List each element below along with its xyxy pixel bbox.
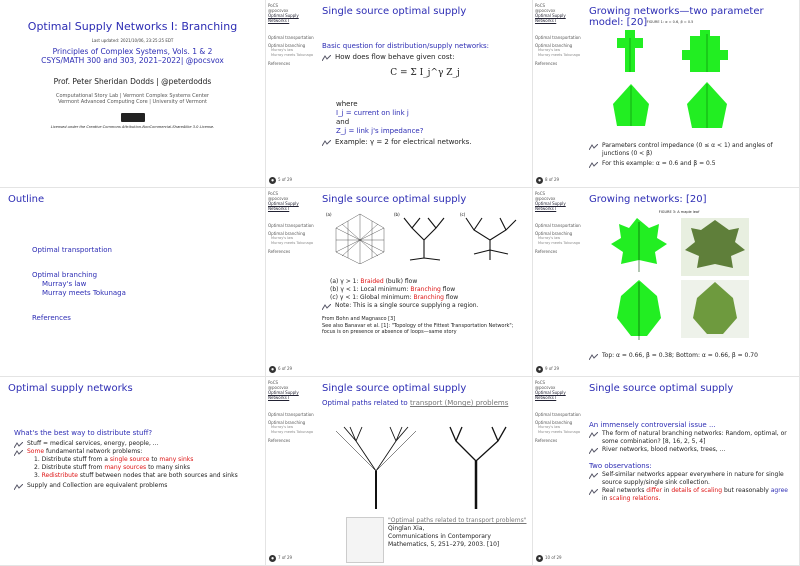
slide-growing-two-param (533, 0, 800, 188)
side-nav (533, 188, 583, 376)
nav-optimal-transportation[interactable]: Optimal transportation (535, 223, 581, 228)
nav-optimal-branching[interactable]: Optimal branching (535, 231, 573, 236)
nav-murray-tokunaga[interactable]: Murray meets Tokunaga (271, 53, 313, 57)
b4-pre: Real networks (602, 487, 645, 494)
many-sources-term: many sources (104, 464, 147, 471)
side-nav (533, 377, 583, 565)
maple-leaf-figure (599, 214, 759, 342)
case-c: (c) γ < 1: Global minimum: (330, 294, 414, 301)
course-label: PoCS (535, 191, 546, 196)
link-prefix: Optimal paths related to (322, 399, 408, 407)
nav-optimal-branching[interactable]: Optimal branching (535, 43, 573, 48)
slide-heading: Optimal supply networks (8, 383, 133, 394)
outline-item-references[interactable]: References (32, 314, 71, 322)
page-number: 7 of 29 (278, 555, 293, 560)
monge-link[interactable]: transport (Monge) problems (409, 399, 509, 407)
nav-footer (536, 366, 559, 373)
deck-label[interactable]: Optimal Supply Networks I (268, 201, 299, 211)
scaling-term: scaling relations. (609, 495, 661, 502)
paper-author: Qinglan Xia, (388, 525, 425, 532)
side-nav (533, 0, 583, 187)
pocs-logo-icon: ● (269, 366, 276, 373)
page-number: 9 of 29 (545, 366, 560, 371)
course-line2: CSYS/MATH 300 and 303, 2021–2022| @pocsvox (41, 56, 224, 65)
course-line1: Principles of Complex Systems, Vols. 1 & 2 (52, 47, 213, 56)
pocs-logo-icon: ● (269, 555, 276, 562)
course-label: PoCS (268, 380, 279, 385)
branching-term: Branching (410, 286, 441, 293)
see-also-citation: See also Banavar et al. [1]: "Topology of the Fittest Transportation Network"; focus is on presence or absence of loops—same story (322, 322, 514, 335)
affiliation-2: Vermont Advanced Computing Core | University of Vermont (58, 99, 207, 105)
b4-mid: in (663, 487, 670, 494)
slide-heading: Single source optimal supply (322, 383, 467, 394)
nav-references[interactable]: References (268, 438, 291, 443)
to-word: to (151, 456, 158, 463)
nav-references[interactable]: References (535, 249, 558, 254)
current-definition: I_j = current on link j (336, 109, 409, 117)
list-item-3-tail: stuff between nodes that are both sources and sinks (79, 472, 238, 479)
bullet-text: For this example: α = 0.6 and β = 0.5 (602, 160, 716, 167)
bullet-text: Top: α = 0.66, β = 0.38; Bottom: α = 0.66, β = 0.70 (602, 352, 758, 359)
nav-optimal-transportation[interactable]: Optimal transportation (268, 35, 314, 40)
outline-item-transportation[interactable]: Optimal transportation (32, 246, 112, 254)
bullet-icon (589, 489, 598, 495)
bullet-icon (589, 448, 598, 454)
nav-murrays-law[interactable]: Murray's law (538, 425, 561, 429)
nav-murray-tokunaga[interactable]: Murray meets Tokunaga (538, 430, 580, 434)
many-sinks-term: many sinks (159, 456, 194, 463)
transport-paths-figure (326, 421, 526, 511)
slide-heading: Single source optimal supply (322, 194, 467, 205)
nav-murrays-law[interactable]: Murray's law (271, 236, 294, 240)
nav-references[interactable]: References (535, 61, 558, 66)
braided-term: Braided (360, 278, 384, 285)
bullet-text: Stuff = medical services, energy, people, ... (27, 440, 159, 447)
nav-murray-tokunaga[interactable]: Murray meets Tokunaga (271, 241, 313, 245)
question-text: Basic question for distribution/supply networks: (322, 42, 490, 50)
bullet-text: Parameters control impedance (0 ≤ α < 1) and angles of junctions (0 < β) (602, 142, 773, 157)
paper-journal: Communications in Contemporary Mathematics, 5, 251–279, 2003. [10] (388, 533, 500, 548)
handle-label: @pocsvox (268, 385, 289, 390)
case-c-tail: flow (443, 294, 459, 301)
paper-title-link[interactable]: "Optimal paths related to transport problems" (388, 517, 527, 524)
handle-label: @pocsvox (535, 8, 556, 13)
cc-license-icon (121, 113, 145, 122)
panel-label-c: (c) (460, 212, 466, 217)
details-term: details of scaling (671, 487, 723, 494)
bullet-icon (589, 144, 598, 150)
page-number: 10 of 29 (545, 555, 562, 560)
nav-murrays-law[interactable]: Murray's law (271, 48, 294, 52)
affiliation-1: Computational Story Lab | Vermont Complex Systems Center (55, 93, 209, 99)
outline-item-tokunaga[interactable]: Murray meets Tokunaga (42, 289, 126, 297)
list-item-1: 1. Distribute stuff from a (34, 456, 108, 463)
deck-label[interactable]: Optimal Supply Networks I (535, 13, 566, 23)
slide-maple-leaf (533, 188, 800, 377)
nav-references[interactable]: References (535, 438, 558, 443)
nav-murrays-law[interactable]: Murray's law (538, 48, 561, 52)
question-text: What's the best way to distribute stuff? (14, 429, 153, 437)
nav-footer (269, 366, 292, 373)
maple-figure (599, 210, 759, 342)
source-citation: From Bohn and Magnasco [3] (322, 316, 396, 322)
slide-monge (266, 377, 533, 566)
nav-optimal-transportation[interactable]: Optimal transportation (268, 412, 314, 417)
page-number: 6 of 29 (278, 366, 293, 371)
bullet-icon (589, 473, 598, 479)
page-number: 8 of 29 (545, 177, 560, 182)
case-b-tail: flow (440, 286, 456, 293)
nav-optimal-transportation[interactable]: Optimal transportation (268, 223, 314, 228)
case-a: (a) γ > 1: (330, 278, 361, 285)
pocs-logo-icon: ● (269, 177, 276, 184)
course-label: PoCS (535, 3, 546, 8)
course-label: PoCS (268, 191, 279, 196)
nav-optimal-branching[interactable]: Optimal branching (268, 43, 306, 48)
bullet-icon (14, 450, 23, 456)
flow-network-figure (324, 210, 524, 264)
outline-item-branching[interactable]: Optimal branching (32, 271, 98, 279)
side-nav (266, 377, 316, 565)
nav-murray-tokunaga[interactable]: Murray meets Tokunaga (538, 53, 580, 57)
course-label: PoCS (535, 380, 546, 385)
bullet-icon (322, 140, 331, 146)
b4-end: in (602, 495, 608, 502)
handle-label: @pocsvox (535, 385, 556, 390)
nav-footer (536, 555, 562, 562)
deck-title: Optimal Supply Networks I: Branching (27, 20, 238, 33)
bullet-icon (14, 442, 23, 448)
author: Prof. Peter Sheridan Dodds | @peterdodds (53, 77, 212, 86)
slide-heading: Single source optimal supply (322, 6, 467, 17)
nav-murray-tokunaga[interactable]: Murray meets Tokunaga (538, 241, 580, 245)
bullet-text: Self-similar networks appear everywhere in nature for single source supply/single sink collection. (602, 471, 784, 486)
leaf-growth-figure (595, 24, 745, 136)
slide-controversial (533, 377, 800, 566)
deck-label[interactable]: Optimal Supply Networks I (268, 390, 299, 400)
slide-heading: Growing networks: [20] (589, 194, 707, 205)
two-param-figure (595, 20, 745, 138)
license-text: Licensed under the Creative Commons Attribution-NonCommercial-ShareAlike 3.0 License. (50, 125, 215, 129)
bullet-icon (589, 162, 598, 168)
bullet-text: The form of natural branching networks: Random, optimal, or some combination? [8, 16, 2, 5, 4] (602, 430, 787, 445)
side-nav (266, 0, 316, 187)
nav-footer (536, 177, 559, 184)
figure-caption: FIGURE 3: A maple leaf (658, 210, 700, 214)
nav-murrays-law[interactable]: Murray's law (538, 236, 561, 240)
nav-optimal-branching[interactable]: Optimal branching (268, 231, 306, 236)
and-label: and (336, 118, 350, 126)
handle-label: @pocsvox (535, 196, 556, 201)
slide-heading: Single source optimal supply (589, 383, 734, 394)
some-term: Some (27, 448, 45, 455)
outline-item-murray[interactable]: Murray's law (42, 280, 87, 288)
bullet-icon (589, 432, 598, 438)
impedance-definition: Z_j = link j's impedance? (336, 127, 424, 135)
cost-equation: C = Σ I_j^γ Z_j (390, 68, 460, 78)
side-nav (266, 188, 316, 376)
last-updated: Last updated: 2021/10/06, 23:25:25 EDT (91, 38, 174, 43)
section-heading-1: An immensely controversial issue ... (589, 421, 716, 429)
branching-term: Branching (413, 294, 444, 301)
slide-title (0, 0, 266, 188)
bullet-text: Note: This is a single source supplying a region. (335, 302, 479, 309)
bullet-text: fundamental network problems: (45, 448, 143, 455)
case-a-tail: (bulk) flow (383, 278, 418, 285)
bullet-icon (322, 304, 331, 310)
figure-caption: FIGURE 1: α = 0.6, β = 0.5 (646, 20, 694, 24)
bullet-text: Example: γ = 2 for electrical networks. (335, 138, 472, 146)
outline-heading: Outline (8, 194, 45, 205)
deck-label[interactable]: Optimal Supply Networks I (268, 13, 299, 23)
list-item-2-tail: to many sinks (148, 464, 190, 471)
nav-references[interactable]: References (268, 249, 291, 254)
bullet-text: How does flow behave given cost: (335, 53, 455, 61)
bullet-icon (589, 354, 598, 360)
panel-label-a: (a) (326, 212, 332, 217)
nav-optimal-transportation[interactable]: Optimal transportation (535, 412, 581, 417)
paper-thumbnail (346, 517, 384, 563)
case-b: (b) γ < 1: Local minimum: (330, 286, 411, 293)
nav-optimal-transportation[interactable]: Optimal transportation (535, 35, 581, 40)
handle-label: @pocsvox (268, 8, 289, 13)
slide-outline (0, 188, 266, 377)
differ-term: differ (646, 487, 663, 494)
agree-term: agree (770, 487, 788, 494)
slide-heading: Growing networks—two parameter model: [20] (589, 6, 764, 28)
deck-label[interactable]: Optimal Supply Networks I (535, 201, 566, 211)
bullet-icon (14, 484, 23, 490)
redistribute-term: Redistribute (41, 472, 78, 479)
list-item-2: 2. Distribute stuff from (34, 464, 103, 471)
slide-braided (266, 188, 533, 377)
b4-post: but reasonably (723, 487, 769, 494)
nav-references[interactable]: References (268, 61, 291, 66)
handle-label: @pocsvox (268, 196, 289, 201)
single-source-term: single source (109, 456, 150, 463)
panel-label-b: (b) (394, 212, 400, 217)
nav-footer (269, 177, 292, 184)
course-label: PoCS (268, 3, 279, 8)
slide-cost (266, 0, 533, 188)
bullet-icon (322, 55, 331, 61)
slide-optimal-supply (0, 377, 266, 566)
pocs-logo-icon: ● (536, 366, 543, 373)
nav-murrays-law[interactable]: Murray's law (271, 425, 294, 429)
nav-optimal-branching[interactable]: Optimal branching (535, 420, 573, 425)
list-item-3: 3. (34, 472, 40, 479)
pocs-logo-icon: ● (536, 177, 543, 184)
deck-label[interactable]: Optimal Supply Networks I (535, 390, 566, 400)
bullet-text: Supply and Collection are equivalent problems (27, 482, 168, 489)
section-heading-2: Two observations: (589, 462, 652, 470)
page-number: 5 of 29 (278, 177, 293, 182)
nav-footer (269, 555, 292, 562)
bullet-text: River networks, blood networks, trees, ... (602, 446, 726, 453)
pocs-logo-icon: ● (536, 555, 543, 562)
nav-murray-tokunaga[interactable]: Murray meets Tokunaga (271, 430, 313, 434)
where-label: where (336, 100, 358, 108)
nav-optimal-branching[interactable]: Optimal branching (268, 420, 306, 425)
